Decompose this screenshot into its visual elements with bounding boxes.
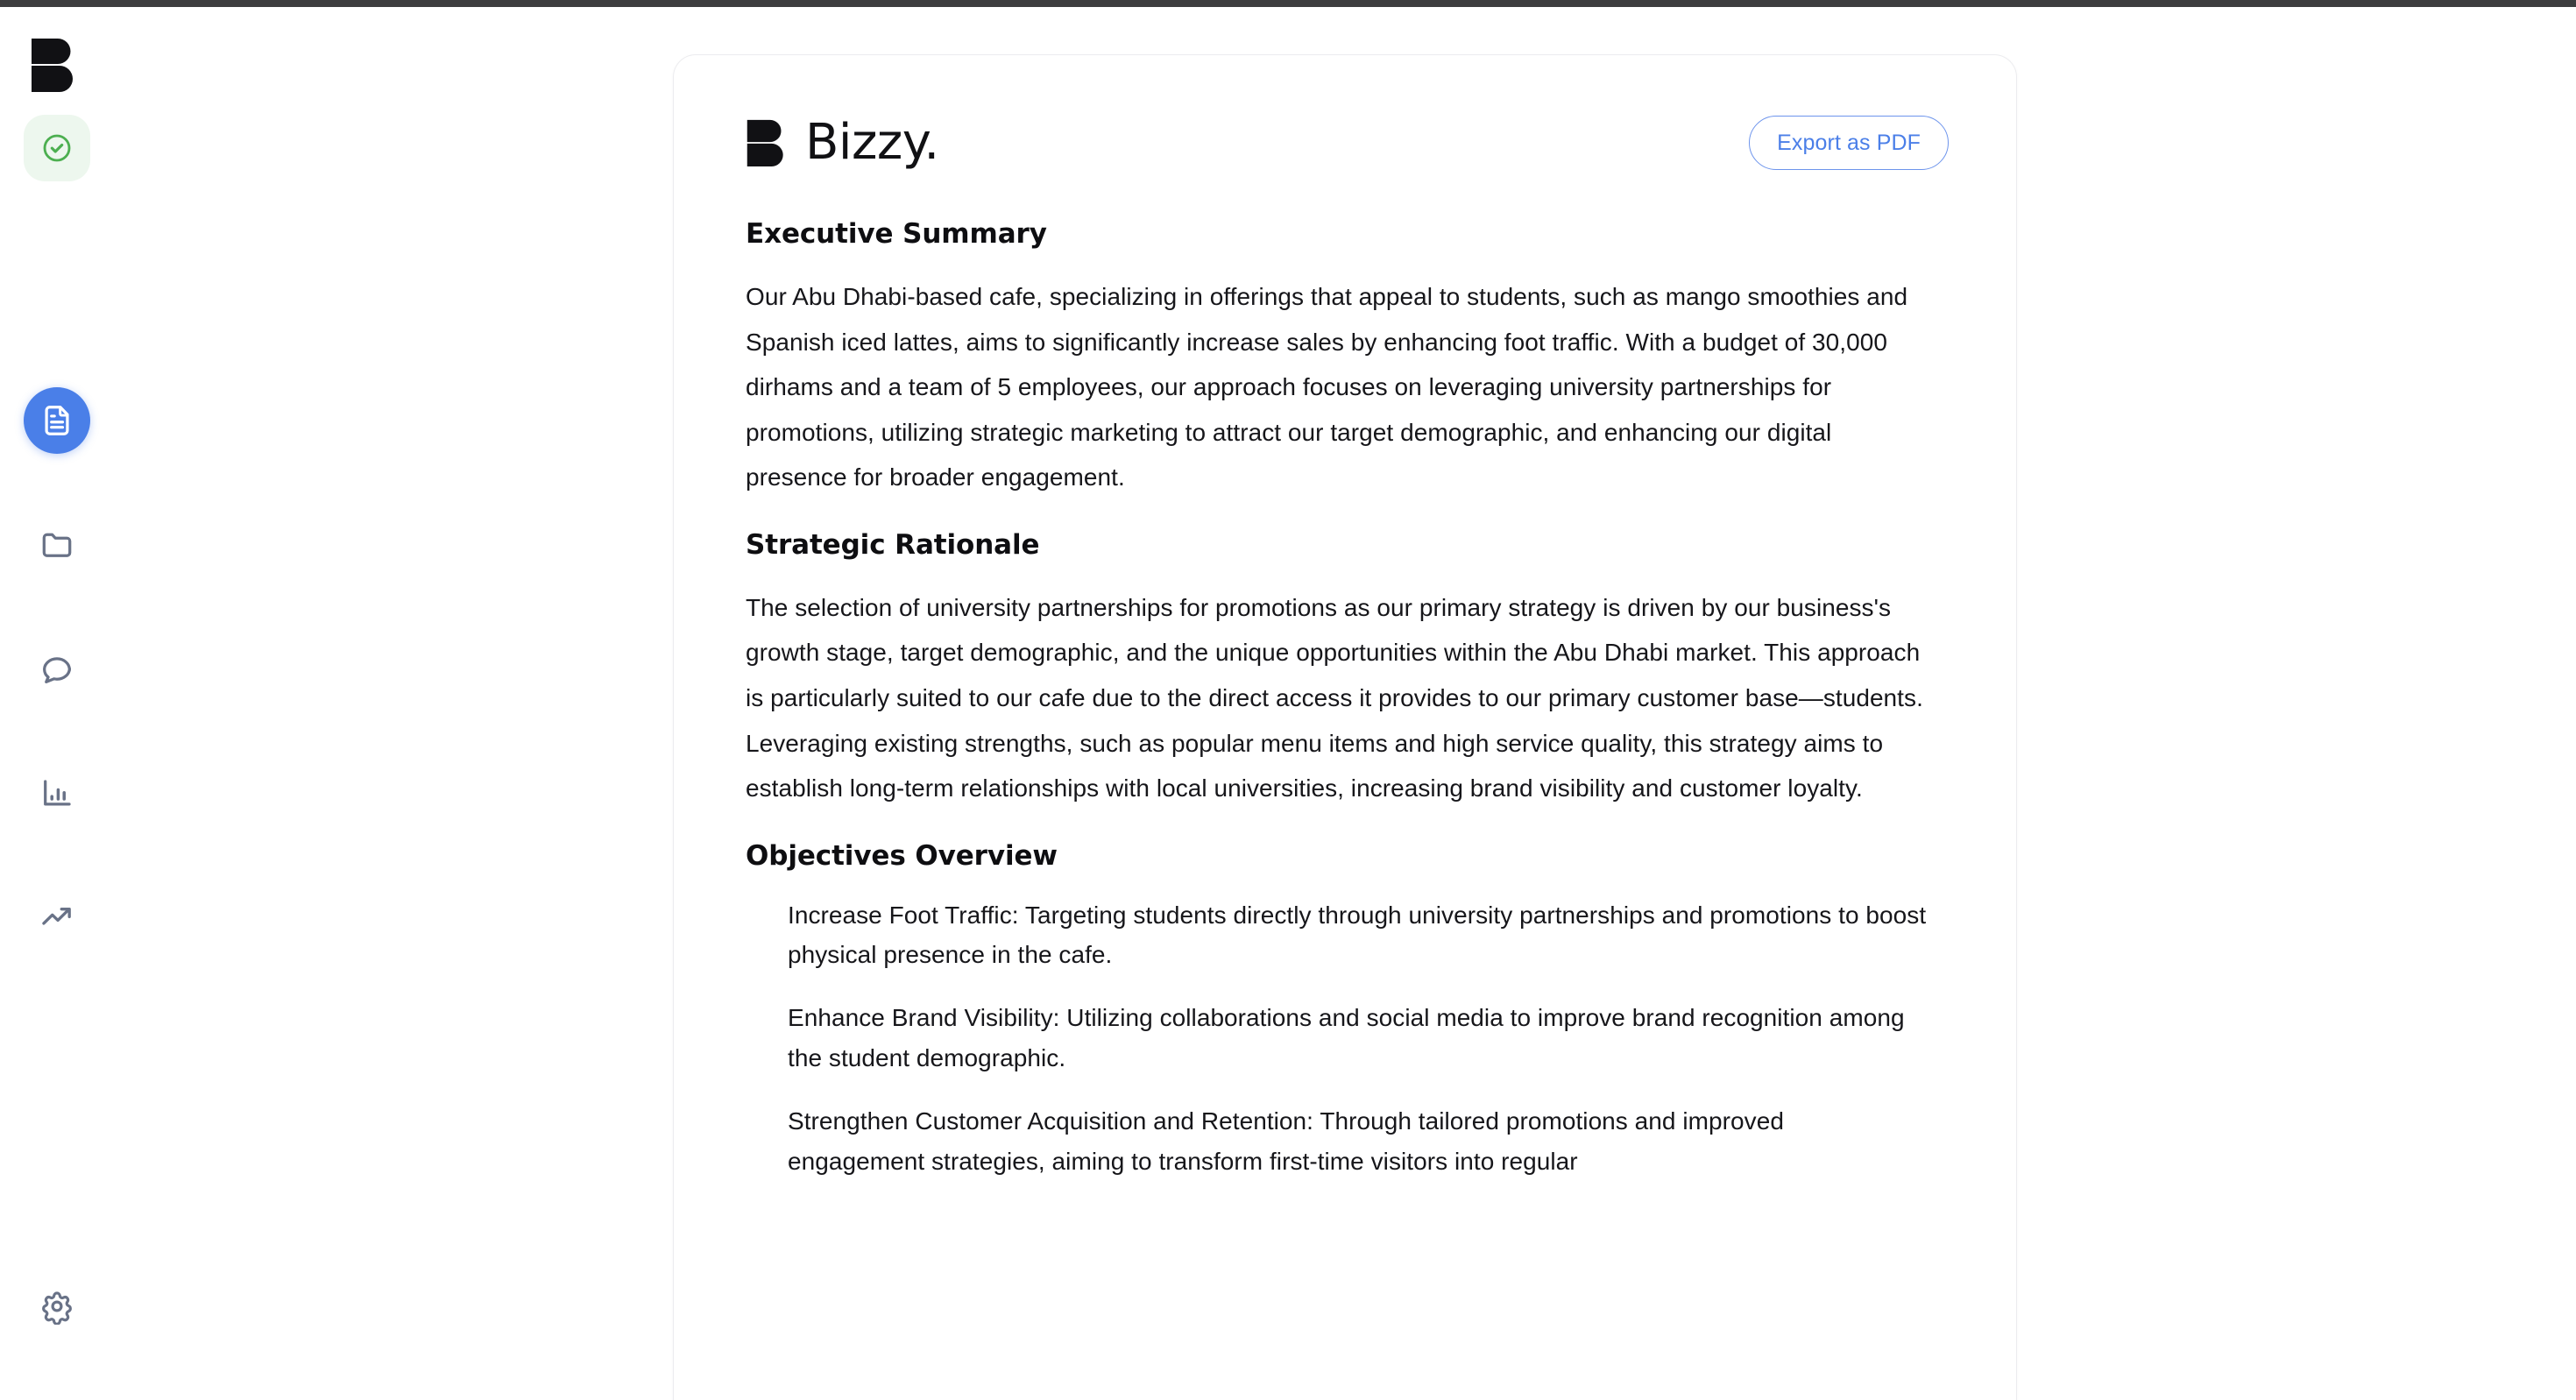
- status-badge[interactable]: [24, 115, 90, 181]
- window-chrome-strip: [0, 0, 2576, 7]
- document-text-icon: [39, 402, 75, 439]
- trending-up-icon: [39, 900, 75, 937]
- brand-wordmark: [746, 114, 939, 171]
- bar-chart-icon: [39, 775, 75, 812]
- sidebar-item-messages[interactable]: [24, 636, 90, 703]
- brand-wordmark-text: Bizzy.: [805, 114, 939, 171]
- export-as-pdf-button[interactable]: Export as PDF: [1749, 116, 1949, 170]
- list-item: Strengthen Customer Acquisition and Retention: Through tailored promotions and improved engagement strategies, aiming to transform first-time visitors into regular: [788, 1107, 1784, 1175]
- section-body-strategic-rationale: The selection of university partnerships for promotions as our primary strategy is driven by our business's growth stage, target demographic, and the unique opportunities within the Abu Dhabi market. This approach is particularly suited to our cafe due to the direct access it provides to our primary customer base—students. Leveraging existing strengths, such as popular menu items and high service quality, this strategy aims to establish long-term relationships with local universities, increasing brand visibility and customer loyalty.: [746, 593, 1923, 803]
- document-body: [728, 218, 1949, 1181]
- list-item: Increase Foot Traffic: Targeting students directly through university partnerships and promotions to boost physical presence in the cafe.: [788, 901, 1927, 969]
- gear-icon: [39, 1288, 75, 1325]
- section-title-executive-summary: Executive Summary: [746, 218, 1047, 250]
- folder-icon: [39, 527, 75, 563]
- nav-items: [24, 387, 90, 951]
- sidebar-item-analytics[interactable]: [24, 760, 90, 827]
- left-nav-rail: [0, 7, 114, 1400]
- sidebar-item-files[interactable]: [24, 512, 90, 578]
- section-title-objectives-overview: Objectives Overview: [746, 839, 1058, 872]
- objectives-list: [746, 895, 1927, 1181]
- section-spacer: [746, 811, 1927, 840]
- chat-bubble-icon: [39, 651, 75, 688]
- section-body-executive-summary: Our Abu Dhabi-based cafe, specializing in offerings that appeal to students, such as mango smoothies and Spanish iced lattes, aims to significantly increase sales by enhancing foot traffic. With a budget of 30,000 dirhams and a team of 5 employees, our approach focuses on leveraging university partnerships for promotions, utilizing strategic marketing to attract our target demographic, and enhancing our digital presence for broader engagement.: [746, 283, 1908, 491]
- sidebar-item-documents[interactable]: [24, 387, 90, 454]
- bizzy-b-logo-icon[interactable]: [30, 36, 84, 94]
- section-title-strategic-rationale: Strategic Rationale: [746, 528, 1040, 561]
- list-item: Enhance Brand Visibility: Utilizing collaborations and social media to improve brand recognition among the student demographic.: [788, 1004, 1905, 1071]
- bizzy-b-logo-icon: [746, 117, 793, 168]
- sidebar-item-settings[interactable]: [24, 1273, 90, 1340]
- document-header: [728, 110, 1949, 176]
- document-preview-card: [673, 54, 2017, 1400]
- section-spacer: [746, 500, 1927, 529]
- check-circle-icon: [39, 131, 74, 166]
- sidebar-item-trends[interactable]: [24, 885, 90, 951]
